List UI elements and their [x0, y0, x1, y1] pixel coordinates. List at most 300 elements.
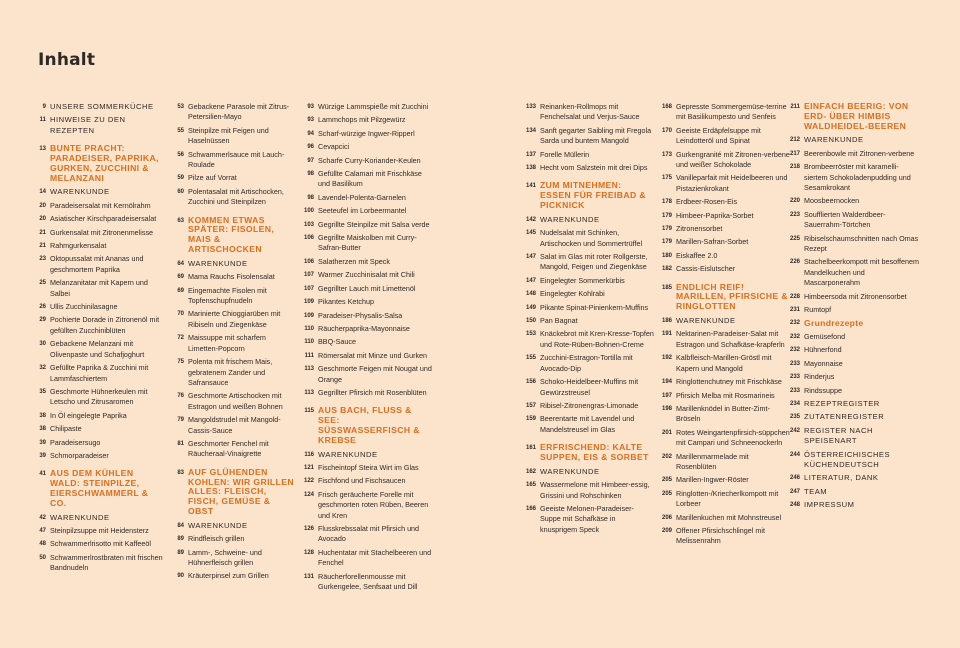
page-number: 128 — [304, 549, 315, 556]
toc-entry — [790, 162, 920, 193]
toc-entry — [36, 315, 166, 336]
entry-title: Pfirsich Melba mit Rosmarineis — [676, 390, 775, 400]
page-number: 232 — [790, 347, 801, 354]
page-number: 41 — [39, 471, 46, 478]
page-number: 212 — [790, 137, 801, 144]
toc-column-5 — [662, 102, 790, 550]
entry-title: Gegrillte Steinpilze mit Salsa verde — [318, 219, 430, 229]
section-entry — [790, 399, 920, 409]
entry-title: ZUM MITNEHMEN: ESSEN FÜR FREIBAD & PICKNICK — [540, 180, 646, 211]
entry-title: Eiskaffee 2.0 — [676, 250, 718, 260]
page-number: 218 — [790, 164, 801, 171]
entry-title: Forelle Müllerin — [540, 149, 590, 159]
entry-title: Schwammerlrisotto mit Kaffeeöl — [50, 539, 151, 549]
page-number: 168 — [662, 104, 673, 110]
entry-title: Ribiselschaumschnitten nach Omas Rezept — [804, 233, 919, 254]
section-entry — [790, 135, 920, 145]
entry-title: Ringlottenchutney mit Frischkäse — [676, 377, 782, 387]
toc-entry — [304, 337, 432, 347]
toc-entry — [36, 438, 166, 448]
entry-title: Cevapcici — [318, 142, 350, 152]
page-number: 110 — [304, 325, 314, 332]
page-number: 109 — [304, 299, 315, 306]
toc-entry — [662, 126, 790, 147]
entry-title: Fischfond und Fischsaucen — [318, 476, 406, 486]
toc-column-3 — [304, 102, 432, 595]
toc-entry — [304, 115, 432, 125]
page-number: 60 — [177, 188, 184, 195]
toc-entry — [174, 357, 296, 388]
entry-title: Rahmgurkensalat — [50, 241, 107, 251]
page-number: 232 — [790, 320, 801, 327]
section-entry — [790, 426, 920, 447]
entry-title: Seeteufel im Lorbeermantel — [318, 206, 407, 216]
page-number: 23 — [39, 256, 46, 263]
entry-title: Geeiste Melonen-Paradeiser-Suppe mit Schafkäse in knusprigem Speck — [540, 503, 634, 534]
toc-entry — [36, 241, 166, 251]
toc-entry — [304, 524, 432, 545]
page-number: 90 — [177, 573, 184, 580]
entry-title: Asiatischer Kirschparadeisersalat — [50, 214, 157, 224]
toc-entry — [304, 193, 432, 203]
toc-entry — [526, 401, 654, 411]
page-number: 138 — [526, 165, 537, 172]
page-number: 149 — [526, 304, 537, 311]
page-number: 226 — [790, 259, 801, 266]
toc-entry — [790, 257, 920, 288]
entry-title: Soufflierten Walderdbeer-Sauerrahm-Törtchen — [804, 209, 886, 230]
entry-title: Geschmorte Feigen mit Nougat und Orange — [318, 364, 432, 384]
entry-title: IMPRESSUM — [804, 500, 855, 510]
toc-entry — [36, 411, 166, 421]
page-number: 205 — [662, 490, 673, 497]
entry-title: Ribisel-Zitronengras-Limonade — [540, 400, 639, 410]
entry-title: In Öl eingelegte Paprika — [50, 410, 127, 420]
chapter-heading — [662, 283, 790, 312]
entry-title: Ringlotten-/Kriecherlkompott mit Lorbeer — [676, 488, 779, 509]
page-number: 206 — [662, 514, 673, 521]
entry-title: Räucherforellenmousse mit Gurkengelee, Senfsaat und Dill — [318, 571, 418, 591]
toc-entry — [304, 129, 432, 139]
entry-title: Römersalat mit Minze und Gurken — [318, 350, 428, 360]
page-number: 76 — [177, 393, 184, 400]
entry-title: Marillenknödel in Butter-Zimt-Bröseln — [676, 403, 770, 424]
section-entry — [790, 450, 920, 471]
toc-entry — [36, 451, 166, 461]
entry-title: Steinpilzsuppe mit Heidensterz — [50, 525, 149, 535]
entry-title: Gegrillte Maiskolben mit Curry-Safran-Butter — [318, 233, 417, 253]
entry-title: Pikantes Ketchup — [318, 297, 374, 307]
page-number: 39 — [39, 452, 46, 459]
entry-title: Warmer Zucchinisalat mit Chili — [318, 270, 415, 280]
entry-title: Rindfleisch grillen — [188, 534, 245, 544]
section-entry — [174, 259, 296, 269]
toc-entry — [304, 364, 432, 385]
page-number: 235 — [790, 414, 801, 421]
entry-title: Sanft gegarter Saibling mit Fregola Sarda und buntem Mangold — [540, 125, 652, 146]
entry-title: Geschmorte Hühnerkeulen mit Letscho und Zitrusaromen — [50, 386, 148, 407]
page-number: 179 — [662, 239, 673, 246]
entry-title: Steinpilze mit Feigen und Haselnüssen — [188, 125, 269, 146]
page-number: 231 — [790, 307, 801, 314]
chapter-heading — [790, 102, 920, 131]
toc-entry — [174, 272, 296, 282]
page-number: 98 — [307, 171, 314, 178]
toc-entry — [36, 424, 166, 434]
toc-column-4 — [526, 102, 654, 538]
page-number: 166 — [526, 505, 537, 512]
page-number: 14 — [39, 189, 46, 196]
page-number: 115 — [304, 408, 314, 415]
toc-entry — [304, 311, 432, 321]
toc-entry — [304, 548, 432, 569]
entry-title: Rotes Weingartenpfirsich-süppchen mit Campari und Schneenockerln — [676, 427, 790, 448]
toc-entry — [36, 363, 166, 384]
section-entry — [36, 102, 166, 112]
toc-entry — [662, 224, 790, 234]
page-number: 179 — [662, 212, 673, 219]
entry-title: Geeiste Erdäpfelsuppe mit Leindotteröl und Spinat — [676, 125, 761, 146]
section-entry — [790, 487, 920, 497]
page-number: 97 — [307, 157, 314, 164]
toc-entry — [36, 214, 166, 224]
entry-title: Hühnerfond — [804, 345, 842, 355]
page-number: 192 — [662, 355, 673, 362]
section-entry — [662, 316, 790, 326]
toc-entry — [36, 228, 166, 238]
chapter-heading — [526, 181, 654, 210]
entry-title: Gegrillter Pfirsich mit Rosenblüten — [318, 387, 427, 397]
toc-entry — [36, 339, 166, 360]
page-number: 21 — [39, 229, 46, 236]
toc-entry — [174, 150, 296, 171]
toc-entry — [662, 264, 790, 274]
page-number: 233 — [790, 360, 801, 367]
entry-title: Zucchini-Estragon-Tortilla mit Avocado-Dip — [540, 353, 633, 373]
toc-entry — [526, 126, 654, 147]
entry-title: Maissuppe mit scharfem Limetten-Popcorn — [188, 333, 266, 353]
entry-title: Geschmorte Artischocken mit Estragon und weißen Bohnen — [188, 391, 283, 411]
page-number: 156 — [526, 379, 537, 386]
toc-entry — [662, 329, 790, 350]
entry-title: Marillen-Ingwer-Röster — [676, 475, 749, 485]
entry-title: Oktopussalat mit Ananas und geschmortem Paprika — [50, 254, 144, 274]
toc-entry — [662, 102, 790, 123]
page-number: 20 — [39, 216, 46, 223]
page-number: 122 — [304, 478, 315, 485]
page-number: 103 — [304, 221, 315, 228]
page-number: 29 — [39, 317, 46, 324]
page-number: 185 — [662, 284, 673, 291]
section-entry — [526, 467, 654, 477]
section-entry — [304, 450, 432, 460]
toc-entry — [174, 286, 296, 307]
toc-entry — [662, 513, 790, 523]
page-number: 155 — [526, 355, 537, 362]
entry-title: WARENKUNDE — [188, 258, 248, 268]
entry-title: WARENKUNDE — [50, 512, 110, 522]
entry-title: KOMMEN ETWAS SPÄTER: FISOLEN, MAIS & ARTISCHOCKEN — [188, 214, 275, 255]
toc-entry — [790, 210, 920, 231]
entry-title: WARENKUNDE — [50, 187, 110, 197]
toc-entry — [790, 196, 920, 206]
entry-title: Zitronensorbet — [676, 224, 723, 234]
toc-entry — [526, 150, 654, 160]
page-number: 191 — [662, 331, 673, 338]
entry-title: Gefüllte Calamari mit Frischkäse und Basilikum — [318, 169, 422, 189]
section-entry — [790, 473, 920, 483]
page-number: 26 — [39, 304, 46, 311]
entry-title: Pan Bagnat — [540, 316, 578, 326]
page-number: 63 — [177, 217, 184, 224]
toc-entry — [174, 309, 296, 330]
page-number: 89 — [177, 536, 184, 543]
toc-entry — [174, 333, 296, 354]
page-number: 11 — [39, 117, 46, 124]
entry-title: WARENKUNDE — [540, 214, 600, 224]
page-number: 179 — [662, 226, 673, 233]
toc-entry — [174, 571, 296, 581]
page-number: 94 — [307, 130, 314, 137]
page-number: 223 — [790, 211, 801, 218]
toc-entry — [174, 102, 296, 123]
page-number: 72 — [177, 335, 184, 342]
entry-title: Lammchops mit Pilzgewürz — [318, 115, 406, 125]
chapter-heading — [526, 443, 654, 463]
toc-entry — [304, 490, 432, 521]
page-number: 233 — [790, 374, 801, 381]
entry-title: Flusskrebssalat mit Pfirsich und Avocado — [318, 523, 420, 544]
page-number: 50 — [39, 554, 46, 561]
page-number: 79 — [177, 417, 184, 424]
toc-entry — [790, 305, 920, 315]
entry-title: Nektarinen-Paradeiser-Salat mit Estragon und Schafkäse-krapferln — [676, 329, 785, 349]
page-number: 134 — [526, 127, 537, 134]
entry-title: Salat im Glas mit roter Rollgerste, Mangold, Feigen und Ziegenkäse — [540, 252, 648, 272]
page-number: 182 — [662, 266, 673, 273]
entry-title: Eingelegter Sommerkürbis — [540, 275, 625, 285]
page-number: 246 — [790, 475, 801, 482]
entry-title: Pochierte Dorade in Zitronenöl mit gefüllten Zucchiniblüten — [50, 315, 160, 335]
entry-title: Schwammerlrostbraten mit frischen Bandnudeln — [50, 552, 163, 573]
page-number: 180 — [662, 252, 673, 259]
page-number: 48 — [39, 541, 46, 548]
page-number: 157 — [526, 402, 537, 409]
entry-title: Schoko-Heidelbeer-Muffins mit Gewürzstreusel — [540, 377, 639, 397]
entry-title: Paradeisersalat mit Kernölrahm — [50, 200, 151, 210]
page-number: 30 — [39, 341, 46, 348]
entry-title: Himbeersoda mit Zitronensorbet — [804, 291, 907, 301]
toc-entry — [304, 156, 432, 166]
page-number: 59 — [177, 175, 184, 182]
entry-title: EINFACH BEERIG: VON ERD- ÜBER HIMBIS WALDHEIDEL-BEEREN — [804, 101, 909, 131]
toc-entry — [662, 211, 790, 221]
section-entry — [790, 500, 920, 510]
entry-title: Räucherpaprika-Mayonnaise — [318, 323, 410, 333]
toc-entry — [790, 318, 920, 328]
entry-title: Mama Rauchs Fisolensalat — [188, 272, 275, 282]
page-number: 133 — [526, 104, 537, 110]
toc-entry — [304, 102, 432, 112]
toc-entry — [526, 163, 654, 173]
page-number: 70 — [177, 311, 184, 318]
page-number: 201 — [662, 429, 673, 436]
entry-title: Brombeerröster mit karamelli-siertem Schokoladenpudding und Sesamkrokant — [804, 162, 911, 193]
entry-title: Hecht vom Salzstein mit drei Dips — [540, 163, 648, 173]
page-number: 107 — [304, 285, 315, 292]
entry-title: Marillenmarmelade mit Rosenblüten — [676, 451, 749, 471]
toc-entry — [174, 415, 296, 436]
page-number: 147 — [526, 254, 537, 261]
entry-title: Gemüsefond — [804, 331, 846, 341]
toc-entry — [526, 414, 654, 435]
toc-entry — [662, 150, 790, 171]
section-entry — [790, 412, 920, 422]
page-number: 228 — [790, 293, 801, 300]
toc-entry — [526, 480, 654, 501]
page-number: 121 — [304, 464, 315, 471]
entry-title: BUNTE PRACHT: PARADEISER, PAPRIKA, GURKEN, ZUCCHINI & MELANZANI — [50, 143, 159, 183]
entry-title: Melanzanitatar mit Kapern und Salbei — [50, 278, 148, 298]
entry-title: Gebackene Parasole mit Zitrus-Petersilien-Mayo — [188, 102, 290, 122]
page-number: 83 — [177, 469, 184, 476]
toc-entry — [790, 345, 920, 355]
page-number: 165 — [526, 482, 537, 489]
section-entry — [36, 115, 166, 136]
toc-entry — [790, 386, 920, 396]
entry-title: TEAM — [804, 486, 828, 496]
page-number: 113 — [304, 389, 314, 396]
entry-title: Kräuterpinsel zum Grillen — [188, 571, 269, 581]
entry-title: Himbeer-Paprika-Sorbet — [676, 210, 754, 220]
entry-title: Gebackene Melanzani mit Olivenpaste und Schafjoghurt — [50, 339, 145, 359]
entry-title: WARENKUNDE — [318, 449, 378, 459]
page-number: 175 — [662, 175, 673, 182]
toc-entry — [304, 324, 432, 334]
page-number: 145 — [526, 230, 537, 237]
toc-entry — [790, 234, 920, 255]
toc-entry — [662, 391, 790, 401]
page-number: 89 — [177, 549, 184, 556]
entry-title: Fischeintopf Steira Wirt im Glas — [318, 462, 419, 472]
toc-entry — [174, 439, 296, 460]
page-number: 153 — [526, 331, 537, 338]
entry-title: Offener Pfirsichschlingel mit Melissenrahm — [676, 525, 765, 546]
entry-title: Erdbeer-Rosen-Eis — [676, 197, 738, 207]
page-number: 109 — [304, 312, 315, 319]
toc-entry — [304, 142, 432, 152]
toc-entry — [36, 302, 166, 312]
toc-entry — [662, 475, 790, 485]
toc-entry — [662, 251, 790, 261]
page-number: 131 — [304, 573, 315, 580]
page-number: 209 — [662, 527, 673, 534]
entry-title: Schmorparadeiser — [50, 450, 109, 460]
entry-title: Reinanken-Rollmops mit Fenchelsalat und Verjus-Sauce — [540, 102, 640, 122]
toc-entry — [304, 284, 432, 294]
toc-entry — [526, 102, 654, 123]
toc-entry — [304, 476, 432, 486]
chapter-heading — [304, 406, 432, 445]
toc-entry — [526, 353, 654, 374]
toc-entry — [304, 270, 432, 280]
toc-entry — [526, 228, 654, 249]
toc-entry — [174, 187, 296, 208]
entry-title: Ullis Zucchinilasagne — [50, 302, 118, 312]
entry-title: LITERATUR, DANK — [804, 473, 879, 483]
entry-title: Gefüllte Paprika & Zucchini mit Lammfaschiertem — [50, 363, 149, 383]
entry-title: Marillen-Safran-Sorbet — [676, 237, 749, 247]
toc-entry — [662, 377, 790, 387]
toc-entry — [304, 233, 432, 254]
page-number: 25 — [39, 280, 46, 287]
page-number: 110 — [304, 339, 314, 346]
page-number: 234 — [790, 400, 801, 407]
toc-entry — [174, 126, 296, 147]
page-number: 96 — [307, 144, 314, 151]
toc-entry — [304, 220, 432, 230]
section-entry — [36, 513, 166, 523]
page-number: 75 — [177, 359, 184, 366]
page-number: 47 — [39, 527, 46, 534]
page-title: Inhalt — [38, 50, 96, 70]
page-number: 173 — [662, 151, 673, 158]
page-number: 93 — [307, 104, 314, 110]
entry-title: Würzige Lammspieße mit Zucchini — [318, 102, 429, 111]
page-number: 35 — [39, 388, 46, 395]
toc-entry — [662, 404, 790, 425]
toc-entry — [174, 548, 296, 569]
entry-title: WARENKUNDE — [188, 520, 248, 530]
entry-title: ERFRISCHEND: KALTE SUPPEN, EIS & SORBET — [540, 442, 649, 462]
page-number: 186 — [662, 318, 673, 325]
page-number: 159 — [526, 416, 537, 423]
toc-entry — [304, 206, 432, 216]
toc-entry — [526, 303, 654, 313]
entry-title: Chilipaste — [50, 424, 82, 434]
toc-entry — [662, 489, 790, 510]
entry-title: BBQ-Sauce — [318, 337, 356, 347]
toc-entry — [662, 526, 790, 547]
entry-title: Rumtopf — [804, 305, 832, 315]
toc-column-6 — [790, 102, 920, 514]
page-number: 225 — [790, 235, 801, 242]
entry-title: Marinierte Chioggiarüben mit Ribiseln und Ziegenkäse — [188, 309, 281, 329]
entry-title: Frisch geräucherte Forelle mit geschmorten roten Rüben, Beeren und Kren — [318, 489, 429, 520]
toc-entry — [790, 292, 920, 302]
page-number: 84 — [177, 522, 184, 529]
toc-entry — [304, 572, 432, 593]
page-number: 150 — [526, 318, 537, 325]
chapter-heading — [36, 144, 166, 183]
page-number: 161 — [526, 445, 537, 452]
toc-column-2 — [174, 102, 296, 585]
chapter-heading — [36, 469, 166, 508]
entry-title: ÖSTERREICHISCHES KÜCHENDEUTSCH — [804, 449, 891, 469]
page-number: 98 — [307, 194, 314, 201]
page-number: 126 — [304, 525, 315, 532]
entry-title: Huchentatar mit Stachelbeeren und Fenchel — [318, 547, 432, 568]
entry-title: Beerentarte mit Lavendel und Mandelstreusel im Glas — [540, 414, 635, 434]
entry-title: ZUTATENREGISTER — [804, 412, 885, 422]
toc-entry — [174, 173, 296, 183]
page-number: 20 — [39, 202, 46, 209]
chapter-heading — [174, 216, 296, 255]
page-number: 233 — [790, 387, 801, 394]
entry-title: WARENKUNDE — [676, 316, 736, 326]
toc-entry — [526, 316, 654, 326]
page-number: 194 — [662, 379, 673, 386]
